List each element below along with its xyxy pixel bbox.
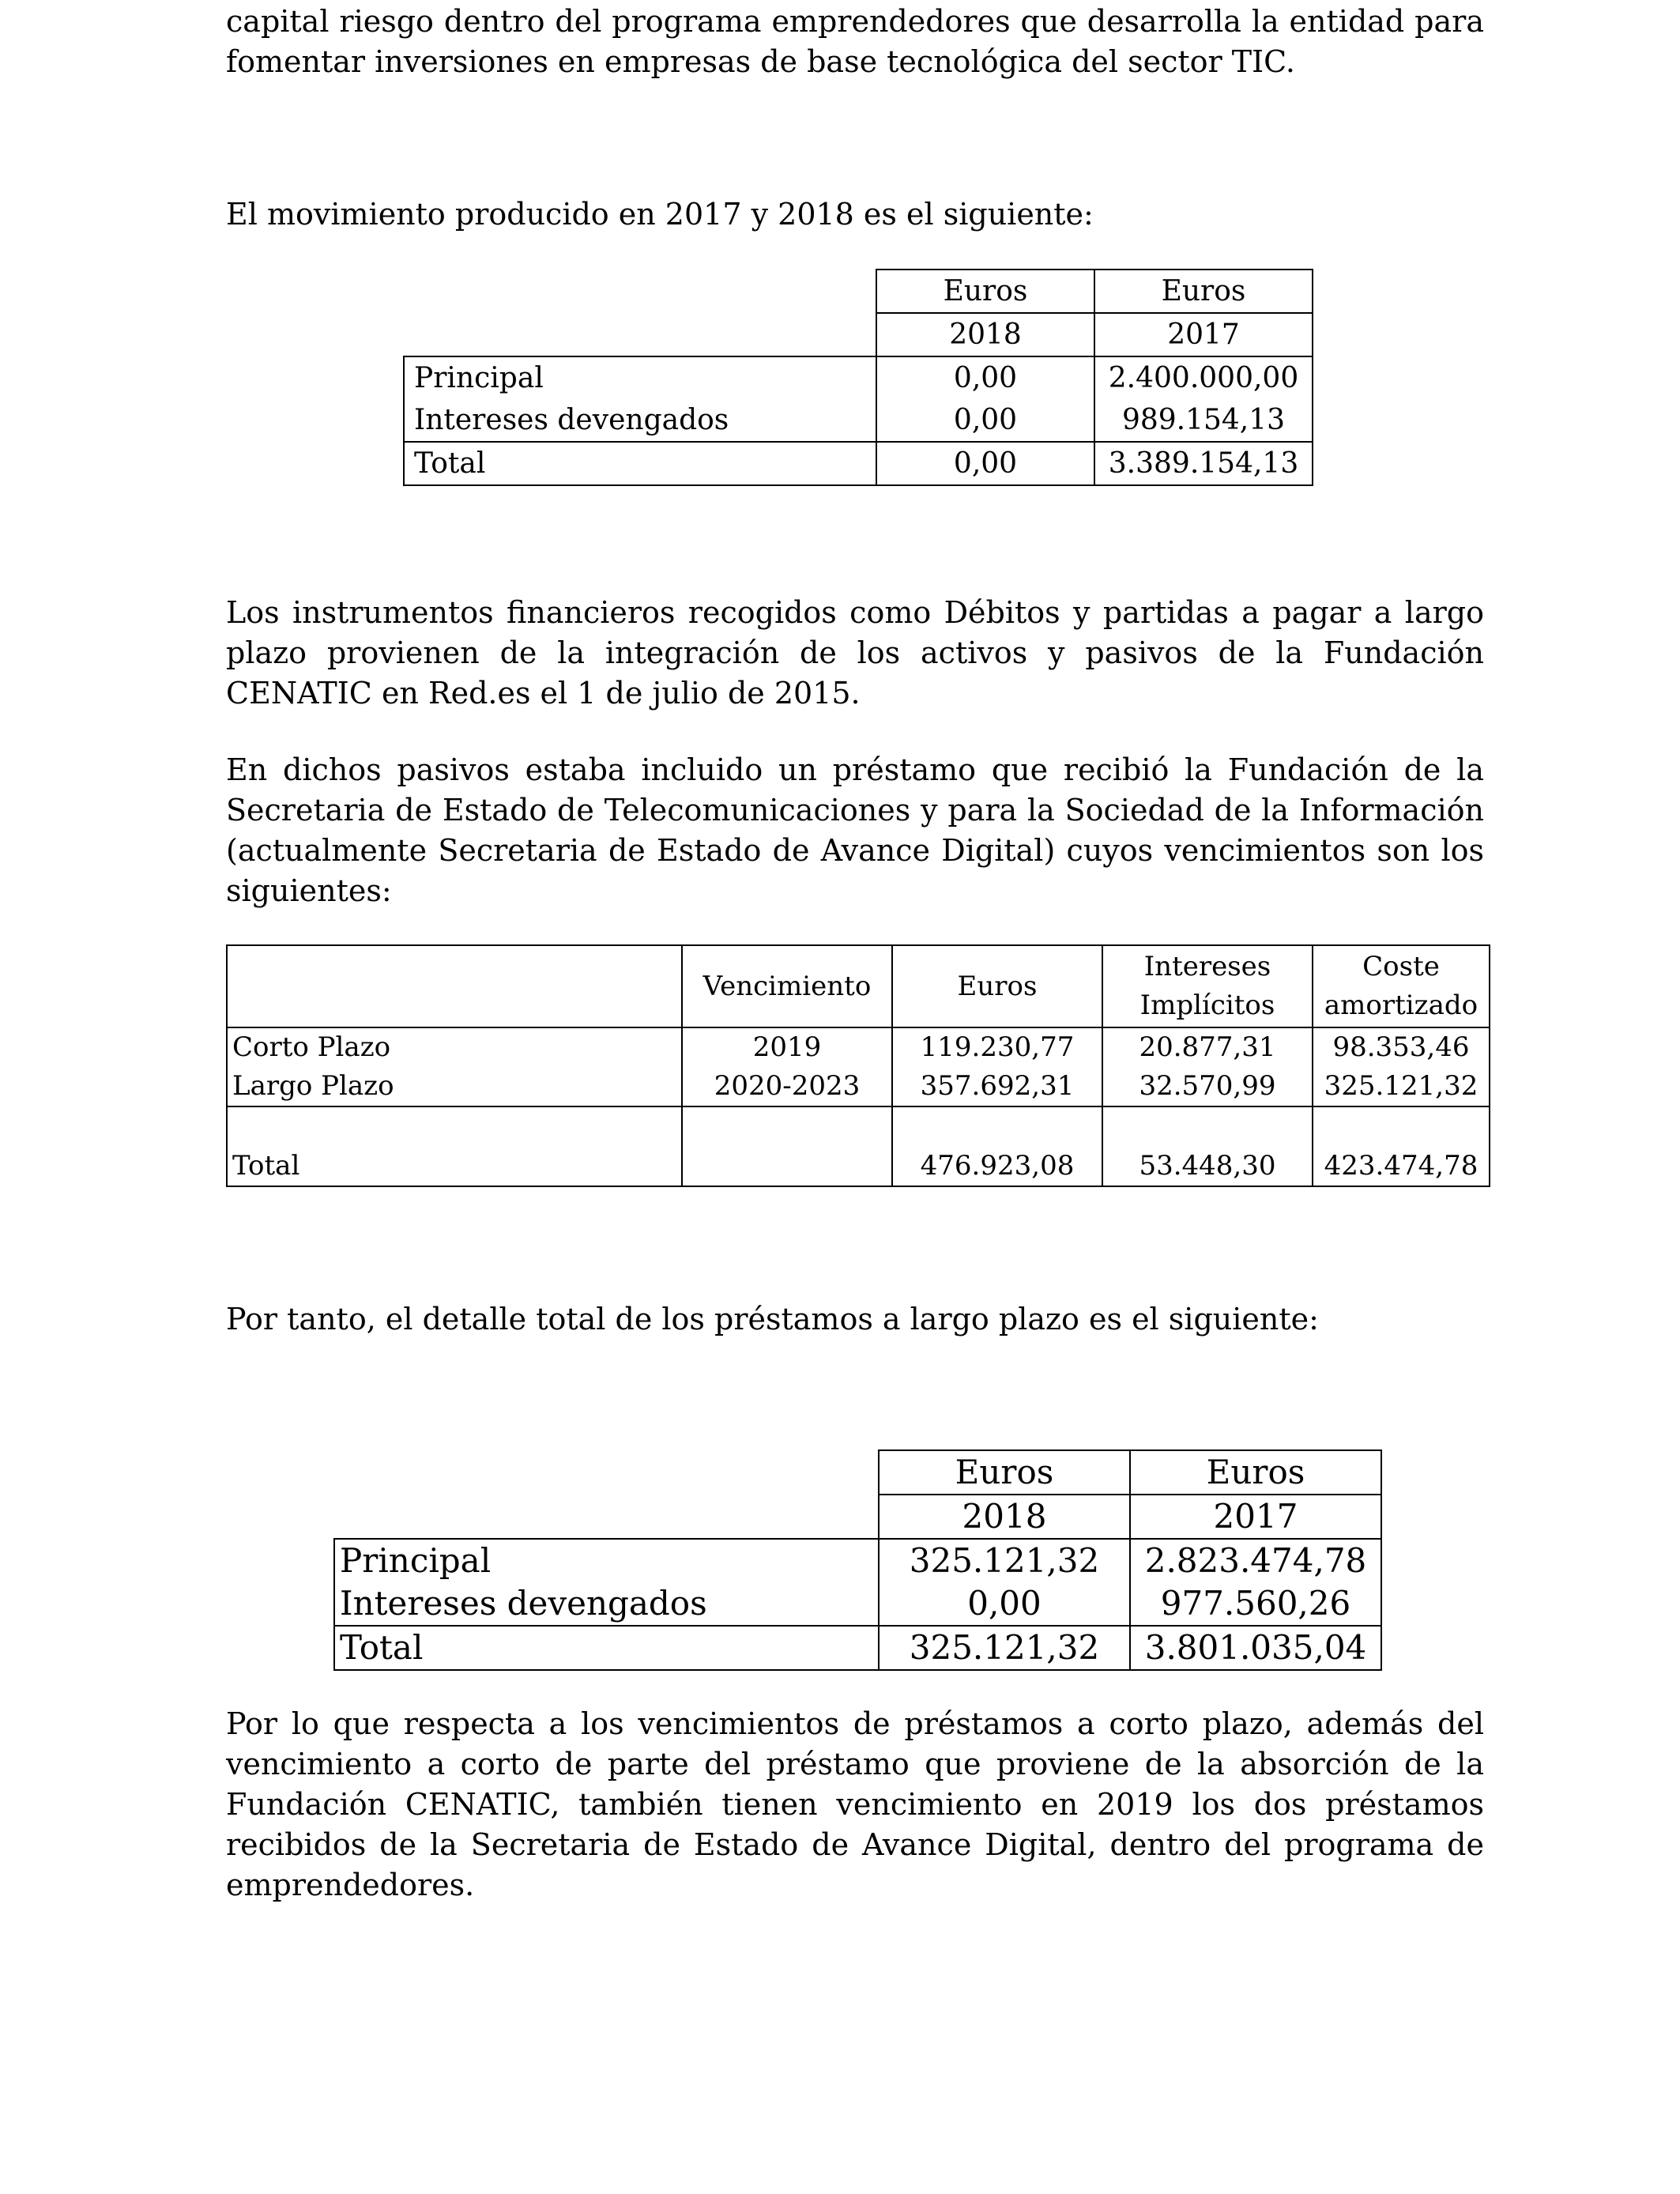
cell-intereses: 20.877,31	[1102, 1027, 1313, 1067]
total-2017: 3.801.035,04	[1130, 1626, 1381, 1670]
table-row	[404, 399, 1313, 442]
movement-intro: El movimiento producido en 2017 y 2018 es el siguiente:	[226, 197, 1094, 232]
cell-2018: 325.121,32	[879, 1539, 1130, 1582]
table-header-row	[334, 1450, 1381, 1495]
intro-line-1: capital riesgo dentro del programa emprendedores que desarrolla la entidad para	[226, 4, 1484, 39]
total-2018: 0,00	[876, 442, 1094, 485]
cell-vencimiento: 2019	[682, 1027, 892, 1067]
table-header-row	[404, 270, 1313, 313]
total-intereses: 53.448,30	[1102, 1147, 1313, 1186]
paragraph-vencimientos: Por lo que respecta a los vencimientos de préstamos a corto plazo, además del vencimiento a corto de parte del préstamo que proviene de la absorción de la Fundación CENATIC, también tienen vencimiento en 2019 los dos préstamos recibidos de la Secretaria de Estado de Avance Digital, dentro del programa de emprendedores.	[226, 1706, 1484, 1902]
header-currency-2018: Euros	[879, 1450, 1130, 1495]
header-year-2018: 2018	[879, 1495, 1130, 1539]
header-coste: Coste amortizado	[1313, 945, 1490, 1027]
total-2017: 3.389.154,13	[1094, 442, 1313, 485]
row-label: Principal	[404, 356, 876, 399]
cell-coste: 98.353,46	[1313, 1027, 1490, 1067]
total-label: Total	[404, 442, 876, 485]
header-currency-2017: Euros	[1130, 1450, 1381, 1495]
cell-vencimiento: 2020-2023	[682, 1067, 892, 1106]
table-total-row	[334, 1626, 1381, 1670]
row-label: Largo Plazo	[227, 1067, 682, 1106]
cell-euros: 357.692,31	[892, 1067, 1102, 1106]
header-year-2017: 2017	[1094, 313, 1313, 356]
long-term-loans-table	[333, 1449, 1382, 1671]
cell-2018: 0,00	[879, 1582, 1130, 1626]
cell-euros: 119.230,77	[892, 1027, 1102, 1067]
table-header-row	[404, 313, 1313, 356]
detail-intro: Por tanto, el detalle total de los préstamos a largo plazo es el siguiente:	[226, 1302, 1319, 1336]
header-year-2018: 2018	[876, 313, 1094, 356]
total-euros: 476.923,08	[892, 1147, 1102, 1186]
maturities-table	[226, 944, 1490, 1187]
row-label: Principal	[334, 1539, 879, 1582]
cell-2017: 2.400.000,00	[1094, 356, 1313, 399]
row-label: Corto Plazo	[227, 1027, 682, 1067]
total-2018: 325.121,32	[879, 1626, 1130, 1670]
paragraph-pasivos: En dichos pasivos estaba incluido un préstamo que recibió la Fundación de la Secretaria de Estado de Telecomunicaciones y para la Sociedad de la Información (actualmente Secretaria de Estado de Avance Digital) cuyos vencimientos son los siguientes:	[226, 752, 1484, 908]
cell-2018: 0,00	[876, 356, 1094, 399]
table-row	[404, 356, 1313, 399]
header-euros: Euros	[892, 945, 1102, 1027]
table-total-row	[404, 442, 1313, 485]
total-label: Total	[334, 1626, 879, 1670]
header-year-2017: 2017	[1130, 1495, 1381, 1539]
header-currency-2017: Euros	[1094, 270, 1313, 313]
cell-2017: 2.823.474,78	[1130, 1539, 1381, 1582]
table-row	[334, 1539, 1381, 1582]
header-currency-2018: Euros	[876, 270, 1094, 313]
cell-2018: 0,00	[876, 399, 1094, 442]
table-row	[227, 1067, 1490, 1106]
table-header-row	[227, 945, 1490, 1027]
paragraph-instruments: Los instrumentos financieros recogidos como Débitos y partidas a pagar a largo plazo provienen de la integración de los activos y pasivos de la Fundación CENATIC en Red.es el 1 de julio de 2015.	[226, 595, 1484, 711]
cell-intereses: 32.570,99	[1102, 1067, 1313, 1106]
cell-coste: 325.121,32	[1313, 1067, 1490, 1106]
table-total-row	[227, 1147, 1490, 1186]
cell-2017: 977.560,26	[1130, 1582, 1381, 1626]
table-row	[334, 1582, 1381, 1626]
row-label: Intereses devengados	[404, 399, 876, 442]
total-label: Total	[227, 1147, 682, 1186]
row-label: Intereses devengados	[334, 1582, 879, 1626]
intro-line-2: fomentar inversiones en empresas de base tecnológica del sector TIC.	[226, 44, 1295, 79]
cell-2017: 989.154,13	[1094, 399, 1313, 442]
table-header-row	[334, 1495, 1381, 1539]
table-row	[227, 1027, 1490, 1067]
header-intereses: Intereses Implícitos	[1102, 945, 1313, 1027]
movement-table	[403, 269, 1313, 486]
header-vencimiento: Vencimiento	[682, 945, 892, 1027]
total-coste: 423.474,78	[1313, 1147, 1490, 1186]
